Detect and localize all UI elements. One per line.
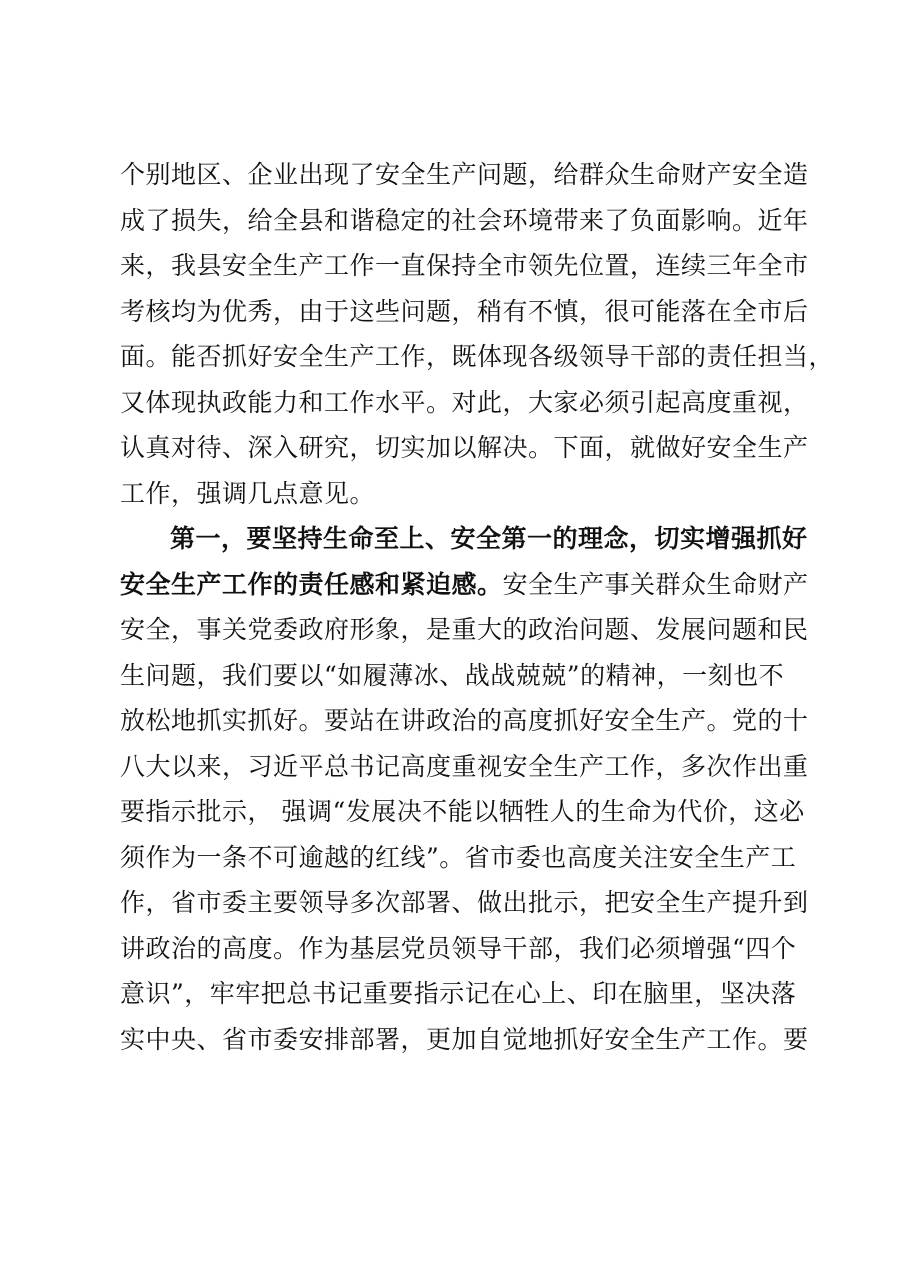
heading-text-end: 安全生产工作的责任感和紧迫感。 [120,569,503,599]
text-line: 认真对待、深入研究，切实加以解决。下面，就做好安全生产 [120,433,809,462]
heading-text: 第一，要坚持生命至上、安全第一的理念，切实增强抓好 [170,524,808,553]
text-line: 工作，强调几点意见。 [120,478,376,508]
body-text: 安全生产事关群众生命财产 [502,569,809,599]
text-line: 须作为一条不可逾越的红线”。省市委也高度关注安全生产工 [120,842,797,872]
text-line: 成了损失，给全县和谐稳定的社会环境带来了负面影响。近年 [120,205,809,235]
text-line: 安全，事关党委政府形象，是重大的政治问题、发展问题和民 [120,615,809,644]
text-line: 又体现执政能力和工作水平。对此，大家必须引起高度重视， [120,387,809,417]
text-line: 放松地抓实抓好。要站在讲政治的高度抓好安全生产。党的十 [120,706,809,735]
paragraph-1 [120,152,835,516]
text-line: 实中央、省市委安排部署，更加自觉地抓好安全生产工作。要 [120,1024,809,1054]
text-line-heading-continued [120,562,809,608]
text-line: 来，我县安全生产工作一直保持全市领先位置，连续三年全市 [120,251,809,280]
document-body [120,152,835,1062]
text-line: 考核均为优秀，由于这些问题，稍有不慎，很可能落在全市后 [120,296,809,326]
text-line: 面。能否抓好安全生产工作，既体现各级领导干部的责任担当， [120,342,835,371]
text-line-heading [120,516,808,562]
text-line: 八大以来，习近平总书记高度重视安全生产工作，多次作出重 [120,751,809,781]
text-line: 作，省市委主要领导多次部署、做出批示，把安全生产提升到 [120,888,809,917]
text-line: 讲政治的高度。作为基层党员领导干部，我们必须增强“四个 [120,933,797,963]
paragraph-2 [120,516,809,1062]
text-line: 要指示批示， 强调“发展决不能以牺牲人的生命为代价，这必 [120,797,805,826]
text-line: 生问题，我们要以“如履薄冰、战战兢兢”的精神，一刻也不 [120,660,785,690]
text-line: 个别地区、企业出现了安全生产问题，给群众生命财产安全造 [120,160,809,189]
text-line: 意识”，牢牢把总书记重要指示记在心上、印在脑里，坚决落 [120,979,797,1008]
